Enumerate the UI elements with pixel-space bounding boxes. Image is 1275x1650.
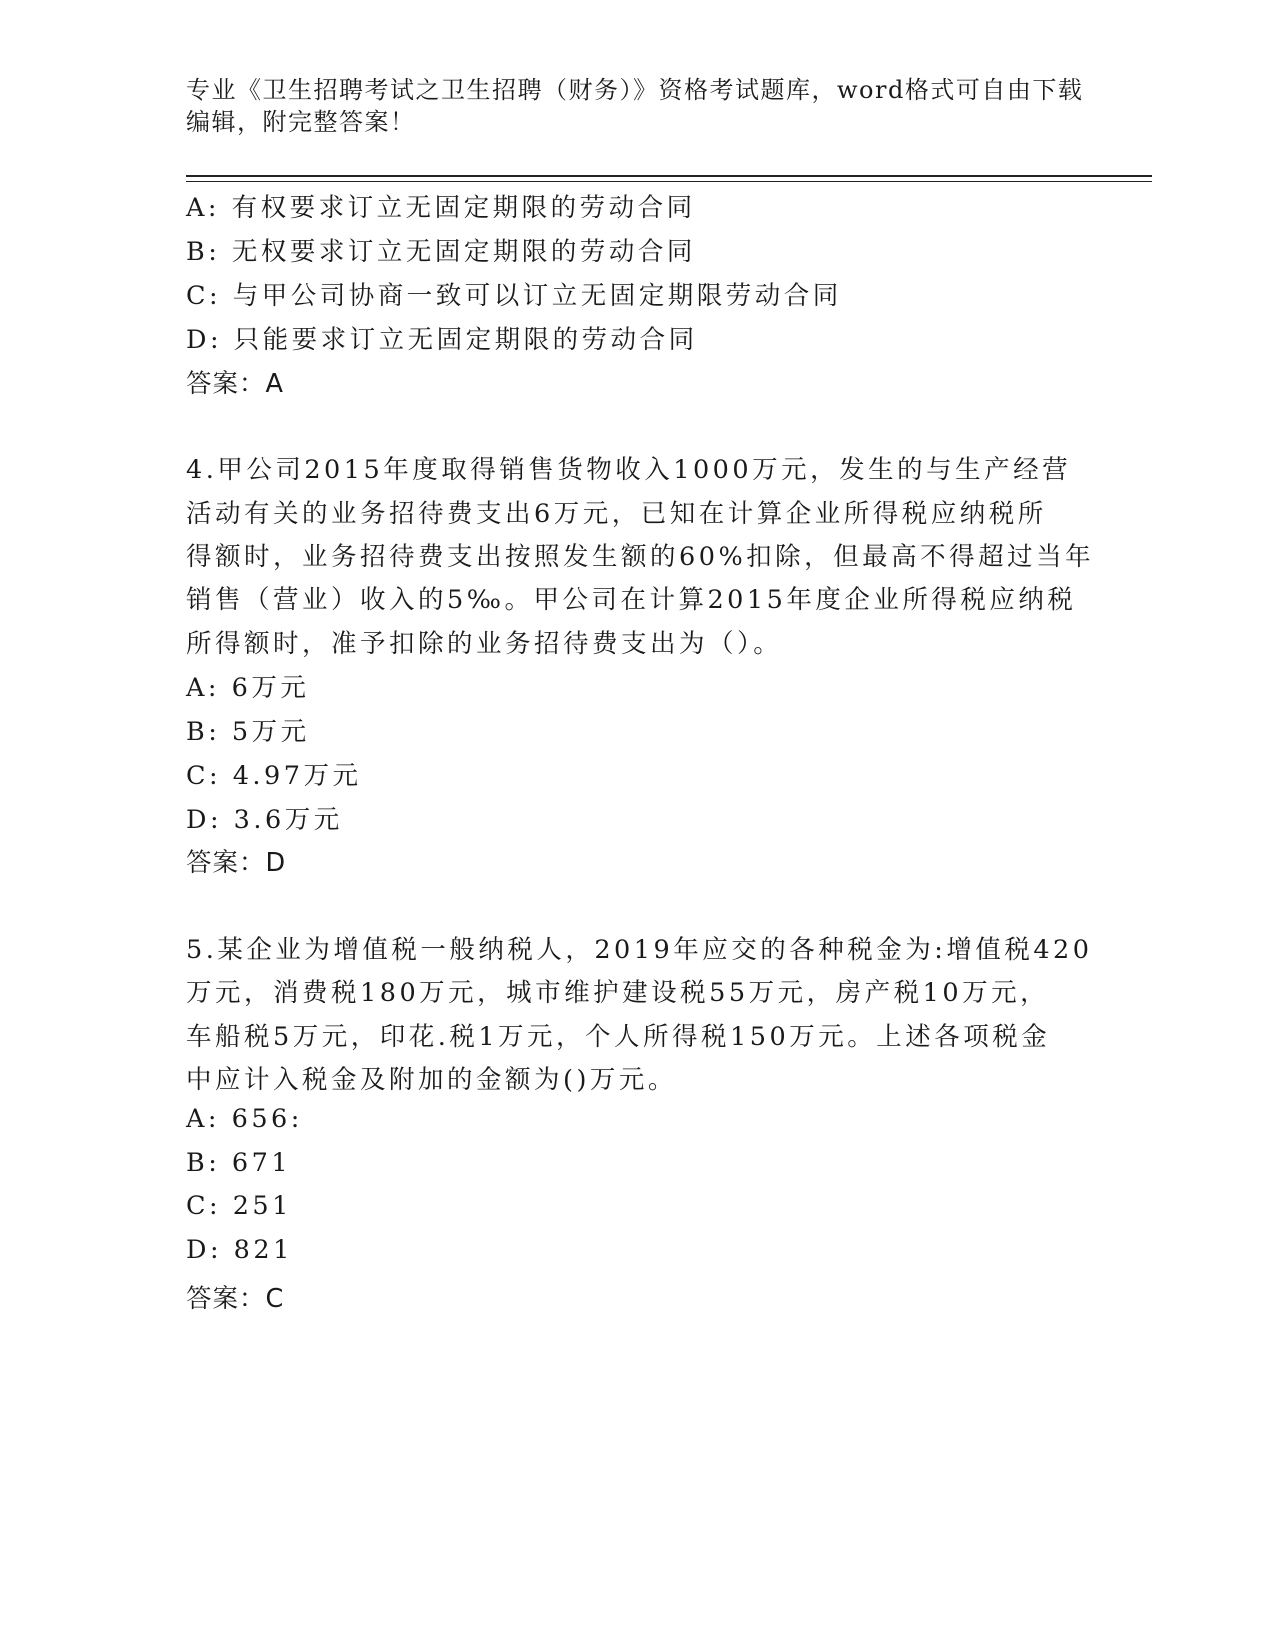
q4-answer: 答案：D xyxy=(186,848,287,878)
q5-option-b: B: 671 xyxy=(186,1148,292,1178)
q5-stem-line: 5.某企业为增值税一般纳税人，2019年应交的各种税金为:增值税420 xyxy=(186,935,1093,965)
q5-answer: 答案：C xyxy=(186,1284,285,1314)
q5-option-a: A: 656: xyxy=(186,1104,303,1134)
q4-stem-line: 活动有关的业务招待费支出6万元，已知在计算企业所得税应纳税所 xyxy=(186,499,1047,529)
q4-stem-line: 得额时，业务招待费支出按照发生额的60%扣除，但最高不得超过当年 xyxy=(186,542,1095,572)
q5-stem-line: 车船税5万元，印花.税1万元，个人所得税150万元。上述各项税金 xyxy=(186,1022,1051,1052)
header-line-2: 编辑，附完整答案！ xyxy=(186,108,416,136)
q4-option-d: D: 3.6万元 xyxy=(186,805,343,835)
q3-option-c: C: 与甲公司协商一致可以订立无固定期限劳动合同 xyxy=(186,281,842,311)
header-divider-thin xyxy=(186,181,1152,182)
q5-option-d: D: 821 xyxy=(186,1235,293,1265)
q4-stem-line: 4.甲公司2015年度取得销售货物收入1000万元，发生的与生产经营 xyxy=(186,455,1072,485)
q3-option-d: D: 只能要求订立无固定期限的劳动合同 xyxy=(186,325,698,355)
q5-option-c: C: 251 xyxy=(186,1191,292,1221)
q3-option-a: A: 有权要求订立无固定期限的劳动合同 xyxy=(186,193,696,223)
q3-answer: 答案：A xyxy=(186,369,284,399)
q5-stem-line: 万元，消费税180万元，城市维护建设税55万元，房产税10万元， xyxy=(186,978,1050,1008)
header-line-1: 专业《卫生招聘考试之卫生招聘（财务）》资格考试题库，word格式可自由下载 xyxy=(186,76,1084,104)
header-divider-thick xyxy=(186,175,1152,177)
q4-option-b: B: 5万元 xyxy=(186,717,310,747)
q4-stem-line: 所得额时，准予扣除的业务招待费支出为（）。 xyxy=(186,629,783,659)
q4-stem-line: 销售（营业）收入的5‰。甲公司在计算2015年度企业所得税应纳税 xyxy=(186,585,1077,615)
q4-option-a: A: 6万元 xyxy=(186,673,310,703)
q5-stem-line: 中应计入税金及附加的金额为()万元。 xyxy=(186,1065,677,1095)
document-header xyxy=(186,74,1086,138)
q3-option-b: B: 无权要求订立无固定期限的劳动合同 xyxy=(186,237,696,267)
q4-option-c: C: 4.97万元 xyxy=(186,761,362,791)
